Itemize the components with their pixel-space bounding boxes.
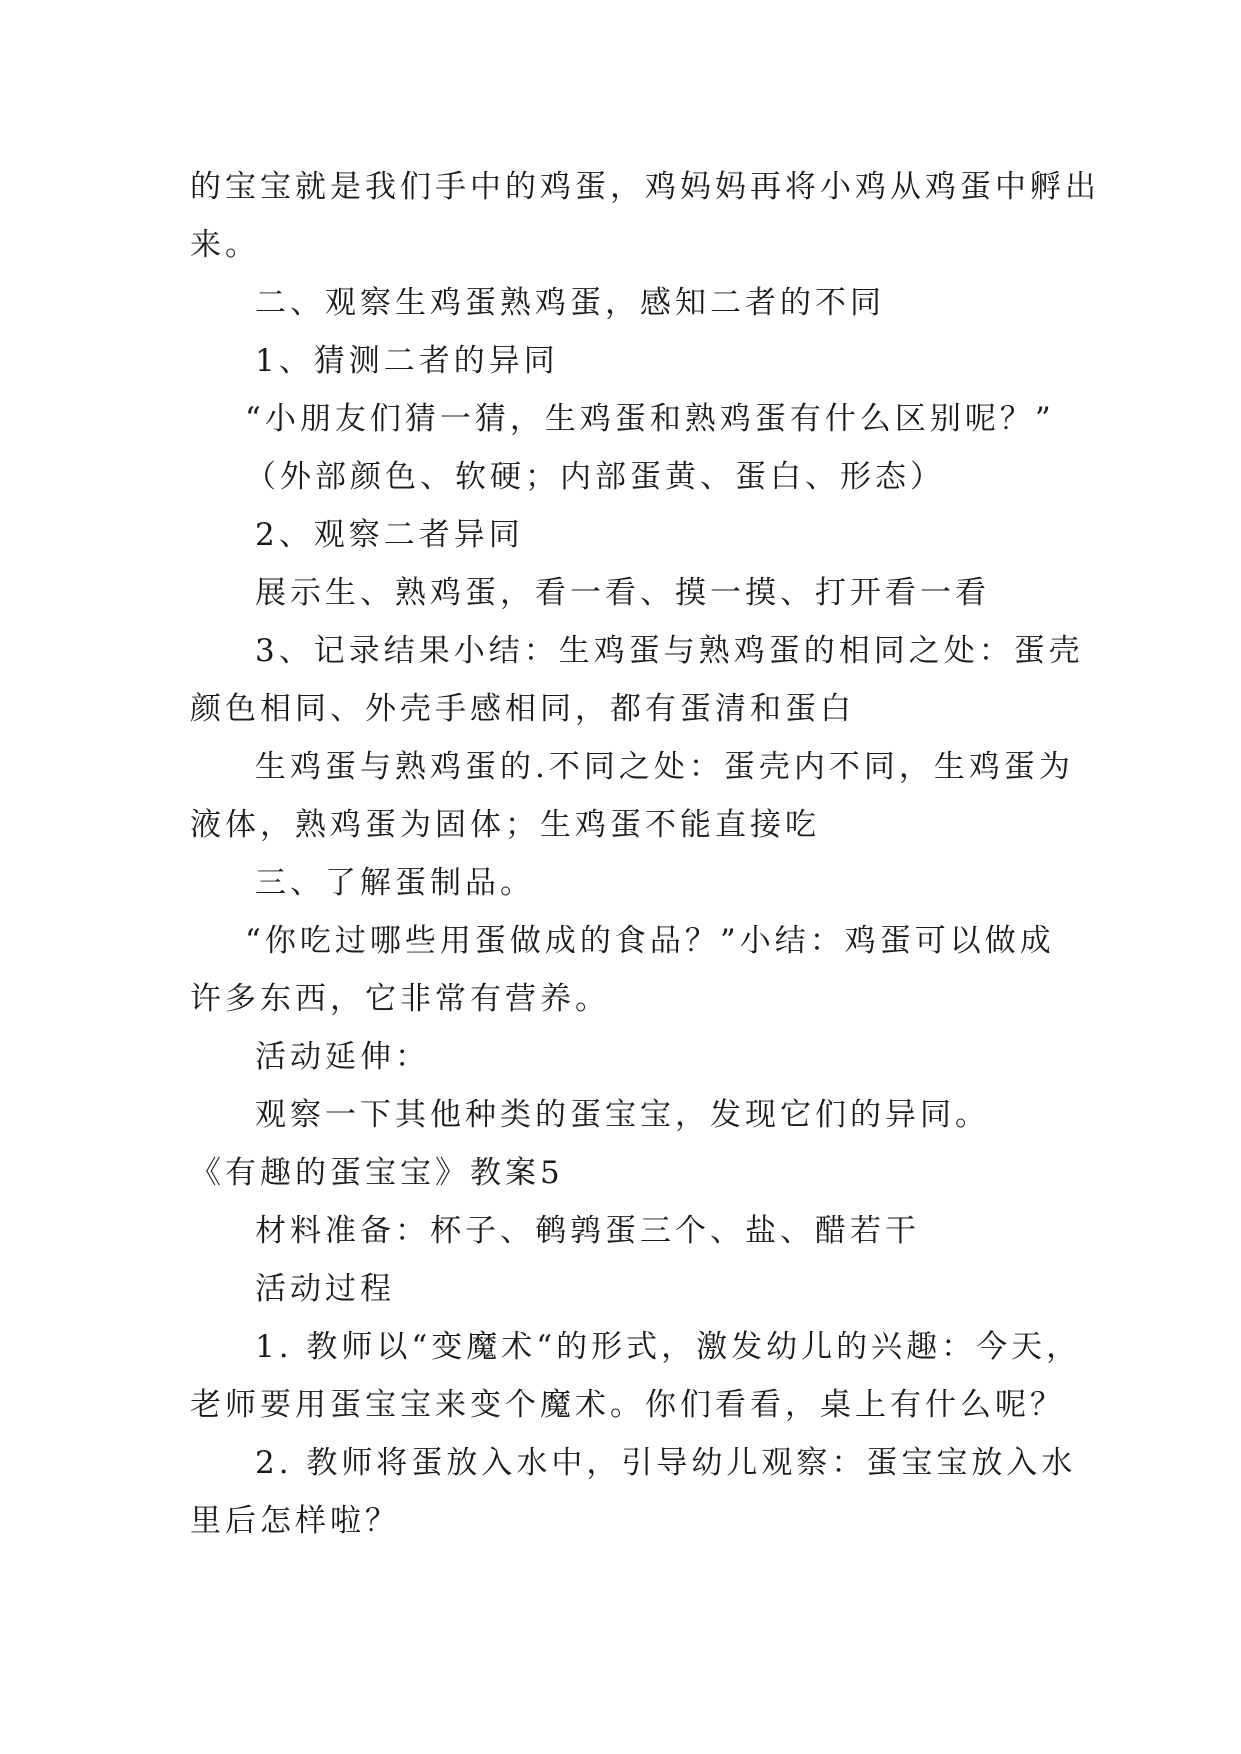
text-line: 2. 教师将蛋放入水中，引导幼儿观察：蛋宝宝放入水 <box>255 1445 1077 1481</box>
text-line: 来。 <box>190 227 260 263</box>
text-line: 活动过程 <box>255 1271 395 1307</box>
text-line: 老师要用蛋宝宝来变个魔术。你们看看，桌上有什么呢？ <box>190 1387 1065 1423</box>
quote-line: “小朋友们猜一猜，生鸡蛋和熟鸡蛋有什么区别呢？” <box>245 401 1055 437</box>
document-title: 《有趣的蛋宝宝》教案5 <box>190 1155 564 1191</box>
text-line: 里后怎样啦？ <box>190 1503 400 1539</box>
section-heading: 三、了解蛋制品。 <box>255 865 535 901</box>
document-page <box>190 158 1100 1550</box>
text-line: 材料准备：杯子、鹌鹑蛋三个、盐、醋若干 <box>255 1213 920 1249</box>
text-line: 活动延伸： <box>255 1039 430 1075</box>
text-line: （外部颜色、软硬；内部蛋黄、蛋白、形态） <box>245 459 945 495</box>
text-line: 生鸡蛋与熟鸡蛋的.不同之处：蛋壳内不同，生鸡蛋为 <box>255 749 1074 785</box>
text-line: 观察一下其他种类的蛋宝宝，发现它们的异同。 <box>255 1097 990 1133</box>
quote-line: “你吃过哪些用蛋做成的食品？”小结：鸡蛋可以做成 <box>245 923 1055 959</box>
text-line: 许多东西，它非常有营养。 <box>190 981 610 1017</box>
text-line: 2、观察二者异同 <box>255 517 524 553</box>
text-line: 3、记录结果小结：生鸡蛋与熟鸡蛋的相同之处：蛋壳 <box>255 633 1084 669</box>
text-line: 展示生、熟鸡蛋，看一看、摸一摸、打开看一看 <box>255 575 990 611</box>
text-line: 颜色相同、外壳手感相同，都有蛋清和蛋白 <box>190 691 855 727</box>
text-line: 的宝宝就是我们手中的鸡蛋，鸡妈妈再将小鸡从鸡蛋中孵出 <box>190 169 1100 205</box>
text-line: 液体，熟鸡蛋为固体；生鸡蛋不能直接吃 <box>190 807 820 843</box>
text-line: 1. 教师以“变魔术“的形式，激发幼儿的兴趣：今天， <box>255 1329 1082 1365</box>
section-heading: 二、观察生鸡蛋熟鸡蛋，感知二者的不同 <box>255 285 885 321</box>
text-line: 1、猜测二者的异同 <box>255 343 559 379</box>
